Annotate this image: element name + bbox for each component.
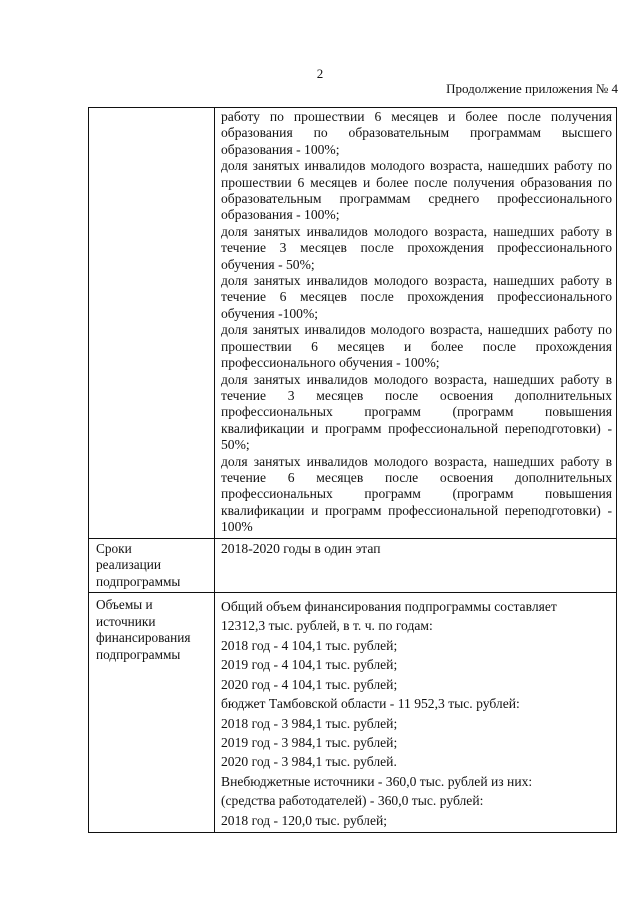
label-line: Объемы и	[96, 597, 153, 613]
financing-line: 2018 год - 120,0 тыс. рублей;	[221, 812, 388, 828]
indicator-paragraph: доля занятых инвалидов молодого возраста, нашедших работу в течение 3 месяцев после прохождения профессионального обучения - 50%;	[221, 223, 612, 272]
financing-line: 2019 год - 3 984,1 тыс. рублей;	[221, 734, 398, 750]
page-number: 2	[316, 66, 324, 81]
row-label-empty	[89, 108, 215, 539]
financing-line: (средства работодателей) - 360,0 тыс. рублей:	[221, 793, 484, 809]
financing-line: 2020 год - 3 984,1 тыс. рублей.	[221, 754, 397, 770]
indicator-paragraph: работу по прошествии 6 месяцев и более после получения образования по образовательным программам высшего образования - 100%;	[221, 109, 612, 157]
table-row-financing	[89, 593, 617, 833]
row-label-timeline	[89, 538, 215, 593]
financing-line: бюджет Тамбовской области - 11 952,3 тыс. рублей:	[221, 696, 520, 712]
row-value-timeline	[215, 538, 617, 593]
table-row-timeline	[89, 538, 617, 593]
financing-line: 12312,3 тыс. рублей, в т. ч. по годам:	[221, 618, 433, 634]
financing-line: 2018 год - 3 984,1 тыс. рублей;	[221, 715, 398, 731]
row-value-indicators	[215, 108, 617, 539]
financing-line: 2018 год - 4 104,1 тыс. рублей;	[221, 637, 398, 653]
financing-line: 2020 год - 4 104,1 тыс. рублей;	[221, 676, 398, 692]
subprogram-passport-table	[88, 107, 617, 833]
row-label-financing	[89, 593, 215, 833]
financing-line: Общий объем финансирования подпрограммы составляет	[221, 599, 557, 615]
timeline-value: 2018-2020 годы в один этап	[221, 540, 381, 556]
label-line: подпрограммы	[96, 573, 181, 589]
label-line: Сроки	[96, 540, 132, 556]
appendix-continuation-header: Продолжение приложения № 4	[446, 81, 618, 96]
label-line: реализации	[96, 557, 161, 573]
label-line: финансирования	[96, 630, 191, 646]
indicator-paragraph: доля занятых инвалидов молодого возраста, нашедших работу в течение 3 месяцев после освоения дополнительных профессиональных программ (программ повышения квалификации и программ профессиональной переподготовки) - 50%;	[221, 371, 612, 453]
row-value-financing	[215, 593, 617, 833]
table-row-indicators	[89, 108, 617, 539]
indicator-paragraph: доля занятых инвалидов молодого возраста, нашедших работу в течение 6 месяцев после освоения дополнительных профессиональных программ (программ повышения квалификации и программ профессиональной переподготовки) - 100%	[221, 453, 612, 535]
label-line: источники	[96, 613, 156, 629]
indicator-paragraph: доля занятых инвалидов молодого возраста, нашедших работу по прошествии 6 месяцев и более после получения образования по образовательным программам среднего профессионального образования - 100%;	[221, 158, 612, 223]
financing-line: Внебюджетные источники - 360,0 тыс. рублей из них:	[221, 773, 533, 789]
label-line: подпрограммы	[96, 646, 181, 662]
indicator-paragraph: доля занятых инвалидов молодого возраста, нашедших работу по прошествии 6 месяцев и более после прохождения профессионального обучения - 100%;	[221, 322, 612, 371]
indicator-paragraph: доля занятых инвалидов молодого возраста, нашедших работу в течение 6 месяцев после прохождения профессионального обучения -100%;	[221, 273, 612, 321]
financing-line: 2019 год - 4 104,1 тыс. рублей;	[221, 657, 398, 673]
